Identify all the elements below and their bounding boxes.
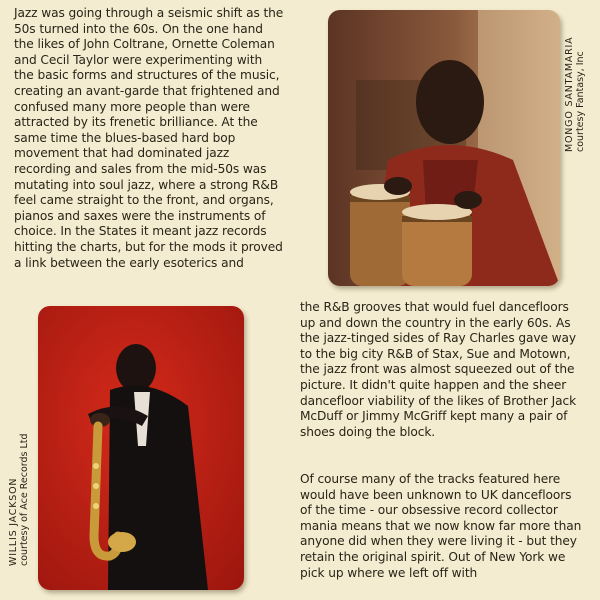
mongo-photo-credit [564,37,586,152]
photo-credit-name: MONGO SANTAMARIA [564,36,575,152]
article-paragraph-2: the R&B grooves that would fuel dancefloors up and down the country in the early 60s. As the jazz-tinged sides of Ray Charles gave way to the big city R&B of Stax, Sue and Motown, the jazz front was almost squeezed out of the picture. It didn't quite happen and the sheer dancefloor viability of the likes of Brother Jack McDuff or Jimmy McGriff kept many a pair of shoes doing the block. [300,300,577,439]
article-paragraph-3: Of course many of the tracks featured here would have been unknown to UK dancefloors of the time - our obsessive record collector mania means that we now know far more than anyone did when they were living it - but they retain the original spirit. Out of New York we pick up where we left off with [300,472,582,580]
photo-credit-source: courtesy Fantasy, Inc [575,51,586,152]
mongo-santamaria-photo [328,10,560,286]
photo-credit-source: courtesy of Ace Records Ltd [19,433,30,566]
willis-photo-credit [8,433,30,566]
article-paragraph-1: Jazz was going through a seismic shift as the 50s turned into the 60s. On the one hand the likes of John Coltrane, Ornette Coleman and Cecil Taylor were experimenting with the basic forms and structures of the music, creating an avant-garde that frightened and confused many more people than were attracted by its frenetic brilliance. At the same time the blues-based hard bop movement that had dominated jazz recording and sales from the mid-50s was mutating into soul jazz, where a strong R&B feel came straight to the front, and organs, pianos and saxes were the instruments of choice. In the States it meant jazz records hitting the charts, but for the mods it proved a link between the early esoterics and [14,6,284,270]
willis-jackson-photo [38,306,244,590]
photo-credit-name: WILLIS JACKSON [8,477,19,566]
